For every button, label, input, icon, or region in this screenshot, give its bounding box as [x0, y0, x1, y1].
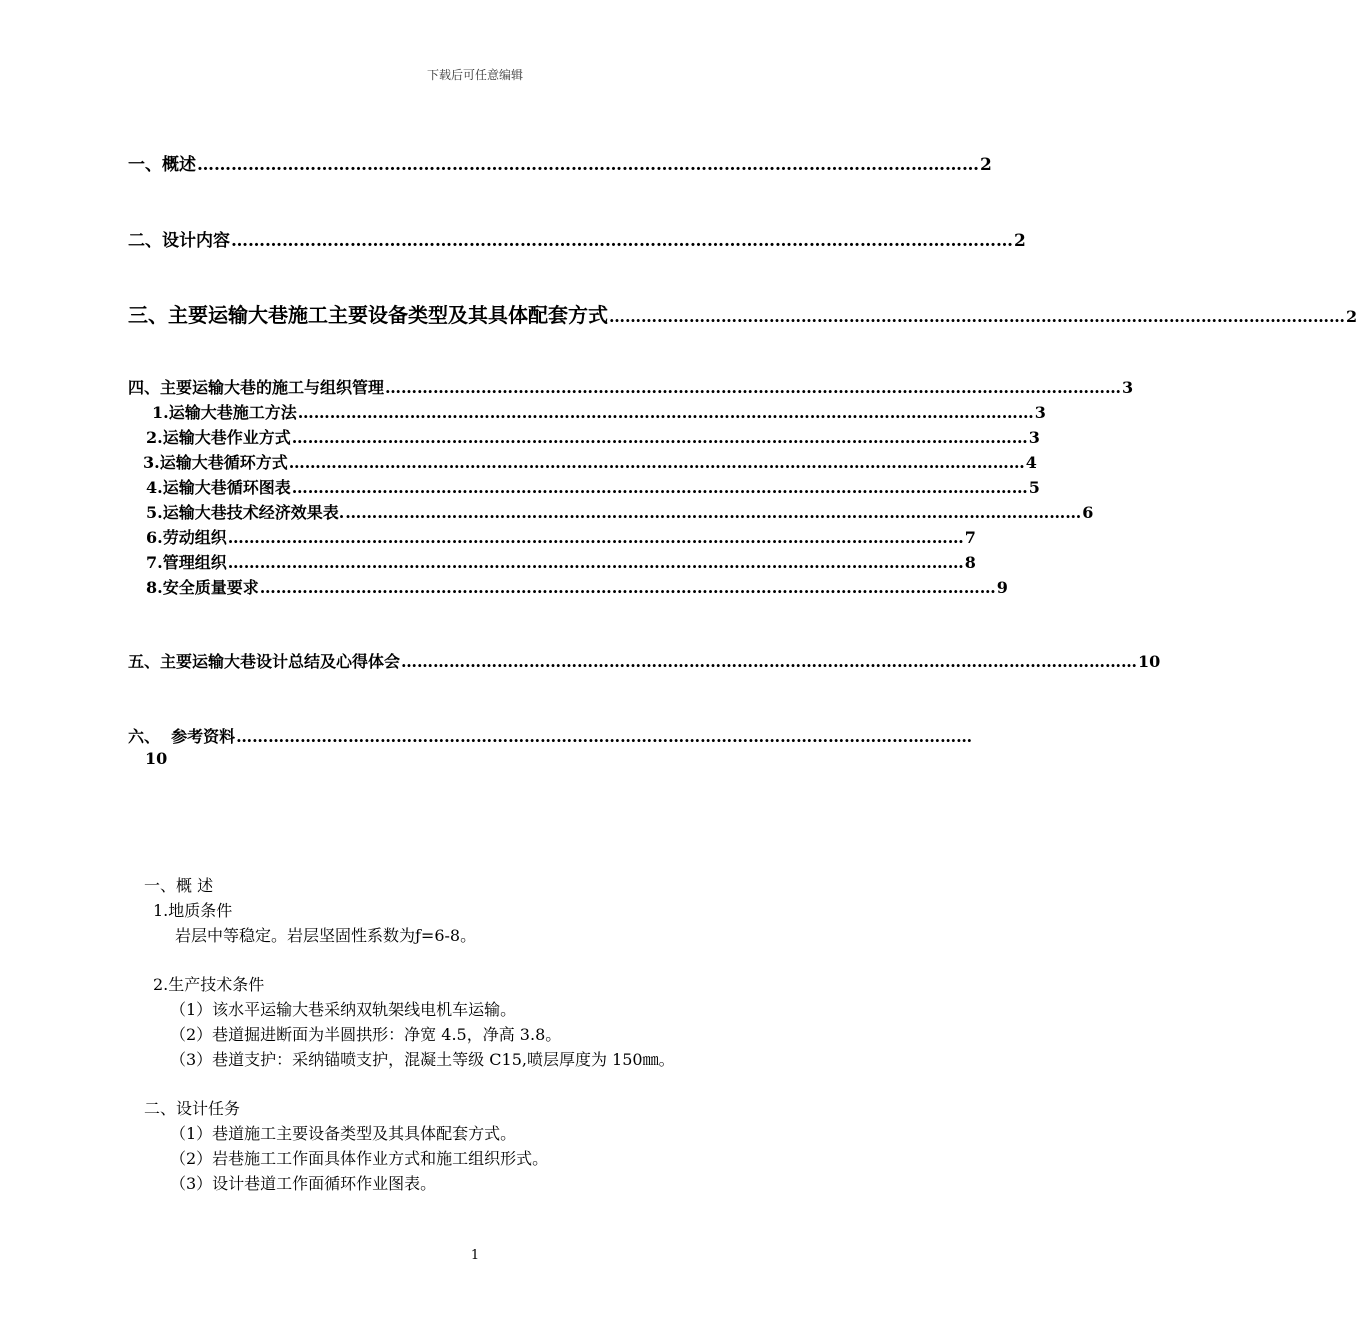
paragraph: 岩层中等稳定。岩层坚固性系数为ƒ=6-8。 [175, 926, 477, 945]
toc-entry-title: 一、概述 [128, 155, 196, 175]
toc-leader-dots: ………………………………………………………………………………………………………………………… [345, 503, 1082, 522]
toc-leader-dots: ………………………………………………………………………………………………………………………… [231, 231, 1013, 251]
toc-entry-page: 4 [1025, 453, 1037, 472]
toc-entry-page: 2 [1346, 307, 1357, 326]
list-item: （3）设计巷道工作面循环作业图表。 [170, 1174, 437, 1193]
toc-entry[interactable] [128, 724, 973, 747]
toc-leader-dots: ………………………………………………………………………………………………………………………… [236, 727, 973, 746]
toc-entry[interactable] [146, 575, 1008, 598]
toc-leader-dots: ………………………………………………………………………………………………………………………… [288, 453, 1025, 472]
toc-leader-dots: ………………………………………………………………………………………………………………………… [297, 403, 1034, 422]
list-item: （3）巷道支护：采纳锚喷支护，混凝土等级 C15,喷层厚度为 150㎜。 [170, 1050, 675, 1069]
toc-leader-dots: ………………………………………………………………………………………………………………………… [259, 578, 996, 597]
toc-leader-dots: ………………………………………………………………………………………………………………………… [291, 428, 1028, 447]
toc-entry[interactable] [146, 525, 976, 548]
toc-entry[interactable] [143, 450, 1037, 473]
list-item: （2）岩巷施工工作面具体作业方式和施工组织形式。 [170, 1149, 549, 1168]
list-item: （2）巷道掘进断面为半圆拱形：净宽 4.5，净高 3.8。 [170, 1025, 562, 1044]
subsection-heading: 1.地质条件 [153, 901, 233, 920]
toc-leader-dots: ………………………………………………………………………………………………………………………… [401, 652, 1138, 671]
toc-entry-title: 四、主要运输大巷的施工与组织管理 [128, 378, 385, 397]
toc-entry-title: 五、主要运输大巷设计总结及心得体会 [128, 652, 401, 671]
toc-entry[interactable] [146, 500, 1094, 523]
toc-entry-page: 6 [1082, 503, 1094, 522]
toc-entry-page: 3 [1034, 403, 1046, 422]
toc-entry[interactable] [146, 550, 976, 573]
toc-entry[interactable] [152, 400, 1046, 423]
toc-entry-title: 1.运输大巷施工方法 [152, 403, 297, 422]
section-heading: 二、设计任务 [144, 1099, 241, 1118]
toc-entry[interactable] [146, 425, 1040, 448]
toc-leader-dots: ………………………………………………………………………………………………………………………… [385, 378, 1122, 397]
toc-entry[interactable] [128, 375, 1134, 398]
subsection-heading: 2.生产技术条件 [153, 975, 265, 994]
toc-entry-page: 3 [1122, 378, 1134, 397]
toc-entry[interactable] [128, 226, 1026, 251]
toc-entry[interactable] [128, 150, 992, 175]
toc-entry-title: 2.运输大巷作业方式 [146, 428, 291, 447]
toc-entry-title: 7.管理组织 [146, 553, 227, 572]
toc-entry-page: 10 [1138, 652, 1161, 671]
toc-entry-title: 六、 参考资料 [128, 727, 236, 746]
list-item: （1）该水平运输大巷采纳双轨架线电机车运输。 [170, 1000, 517, 1019]
toc-entry-page: 9 [996, 578, 1008, 597]
toc-entry[interactable] [128, 299, 1357, 328]
toc-entry-title: 4.运输大巷循环图表 [146, 478, 291, 497]
toc-leader-dots: ………………………………………………………………………………………………………………………… [197, 155, 979, 175]
page-number: 1 [470, 1248, 480, 1263]
toc-entry-page: 5 [1028, 478, 1040, 497]
toc-entry-title: 8.安全质量要求 [146, 578, 259, 597]
toc-leader-dots: ………………………………………………………………………………………………………………………… [291, 478, 1028, 497]
page-header: 下载后可任意编辑 [426, 68, 523, 82]
toc-entry-title: 三、主要运输大巷施工主要设备类型及其具体配套方式 [128, 303, 608, 327]
toc-leader-dots: ………………………………………………………………………………………………………………………… [609, 307, 1345, 326]
toc-entry-title: 3.运输大巷循环方式 [143, 453, 288, 472]
toc-entry-title: 6.劳动组织 [146, 528, 227, 547]
toc-entry[interactable] [146, 475, 1040, 498]
toc-entry-page: 2 [1014, 231, 1026, 251]
toc-entry-title: 二、设计内容 [128, 231, 230, 251]
toc-entry-page: 2 [980, 155, 992, 175]
toc-leader-dots: ………………………………………………………………………………………………………………………… [227, 528, 964, 547]
section-heading: 一、概 述 [144, 876, 214, 895]
toc-entry-title: 5.运输大巷技术经济效果表. [146, 503, 345, 522]
toc-entry-page: 8 [964, 553, 976, 572]
toc-leader-dots: ………………………………………………………………………………………………………………………… [227, 553, 964, 572]
list-item: （1）巷道施工主要设备类型及其具体配套方式。 [170, 1124, 517, 1143]
toc-entry[interactable] [128, 649, 1161, 672]
toc-entry-page: 7 [964, 528, 976, 547]
toc-entry-page: 10 [145, 749, 168, 768]
toc-entry-page: 3 [1028, 428, 1040, 447]
